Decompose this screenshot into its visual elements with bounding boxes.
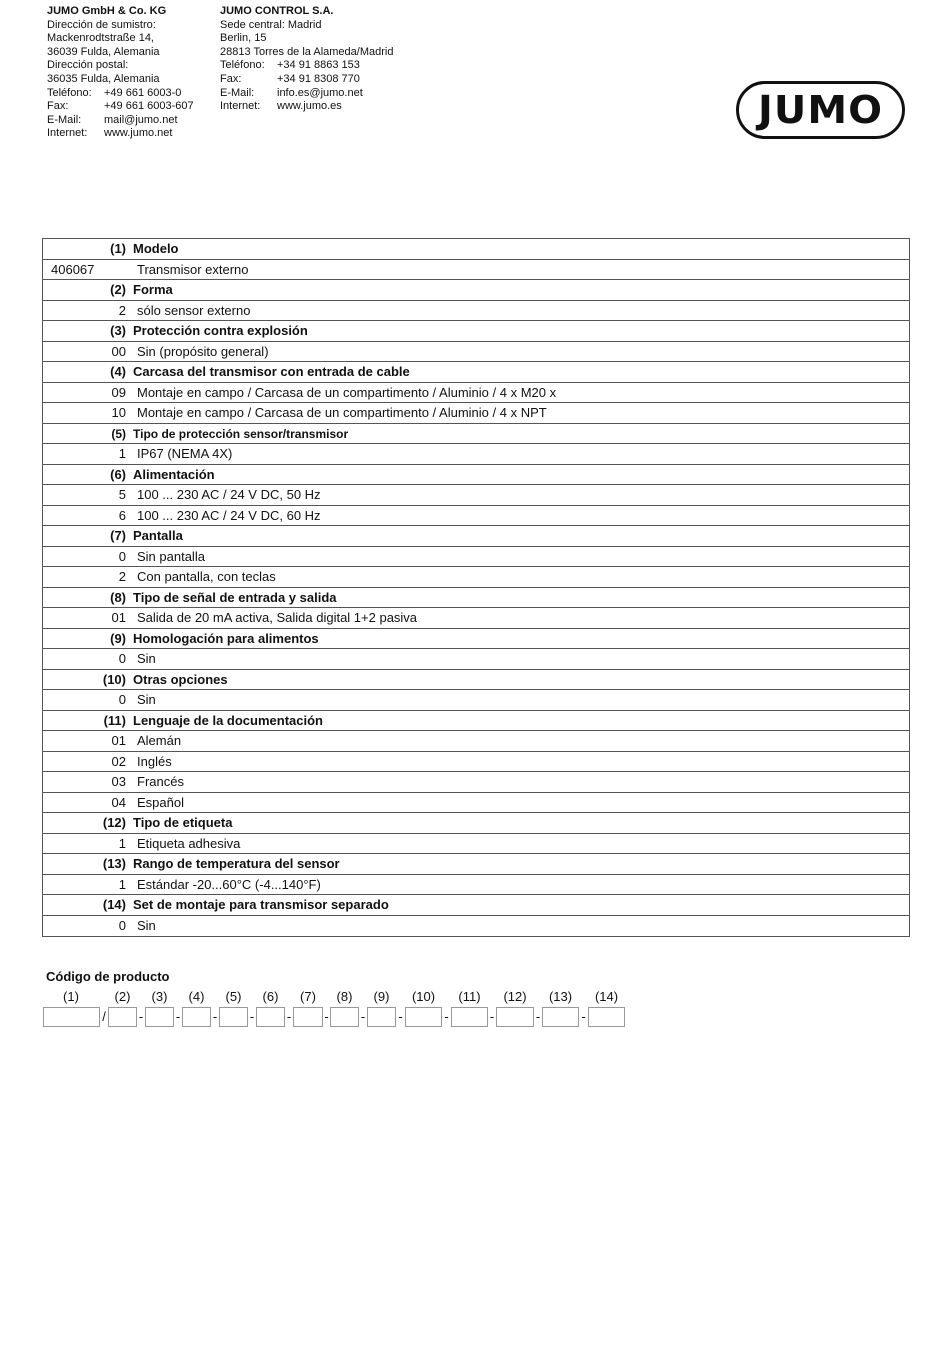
product-code-separator: - <box>444 1009 449 1024</box>
option-row <box>43 834 909 855</box>
option-code: 406067 <box>51 261 95 277</box>
product-code-field[interactable] <box>588 1007 625 1027</box>
option-row <box>43 506 909 527</box>
contact-line <box>220 59 393 73</box>
section-number: (4) <box>110 364 126 379</box>
option-row <box>43 403 909 424</box>
section-number: (6) <box>110 466 126 482</box>
contact-label: E-Mail: <box>220 86 255 99</box>
address-block-germany <box>47 5 194 141</box>
contact-value: www.jumo.es <box>277 100 342 113</box>
option-row <box>43 608 909 629</box>
section-title: Tipo de protección sensor/transmisor <box>133 426 349 441</box>
contact-label: Teléfono: <box>47 86 92 99</box>
section-number: (2) <box>110 282 126 297</box>
product-code-field[interactable] <box>145 1007 174 1027</box>
section-header-row <box>43 526 909 547</box>
option-row <box>43 731 909 752</box>
option-description: Sin <box>137 692 156 707</box>
company-name: JUMO GmbH & Co. KG <box>47 5 167 17</box>
option-code: 6 <box>118 507 126 523</box>
option-code: 02 <box>111 753 126 769</box>
option-row <box>43 485 909 506</box>
section-header-row <box>43 854 909 875</box>
section-number: (7) <box>110 528 126 543</box>
option-description: Etiqueta adhesiva <box>137 835 241 851</box>
option-description: Con pantalla, con teclas <box>137 569 276 584</box>
section-number: (9) <box>110 630 126 646</box>
section-header-row <box>43 280 909 301</box>
contact-line <box>220 100 393 114</box>
contact-value: +49 661 6003-0 <box>104 86 182 99</box>
section-number: (13) <box>102 856 126 871</box>
option-description: Alemán <box>137 733 182 748</box>
product-code-separator: - <box>360 1009 366 1024</box>
option-row <box>43 260 909 281</box>
product-code-label: (4) <box>188 989 205 1004</box>
product-code-label: (9) <box>373 989 390 1004</box>
option-description: Sin pantalla <box>137 548 205 564</box>
product-code-field[interactable] <box>182 1007 211 1027</box>
option-row <box>43 875 909 896</box>
company-name: JUMO CONTROL S.A. <box>220 5 334 17</box>
option-row <box>43 301 909 322</box>
contact-line <box>220 73 393 87</box>
option-code: 01 <box>111 610 126 625</box>
product-code-separator: - <box>324 1009 329 1024</box>
contact-line <box>220 87 393 101</box>
product-code-label: (11) <box>458 989 481 1004</box>
product-code-field[interactable] <box>108 1007 137 1027</box>
contact-label: Fax: <box>220 72 242 85</box>
option-description: Español <box>137 794 184 810</box>
section-title: Alimentación <box>133 466 215 482</box>
section-number: (11) <box>103 712 126 728</box>
product-code-separator: - <box>581 1009 586 1024</box>
jumo-logo <box>736 81 905 139</box>
section-header-row <box>43 239 909 260</box>
section-number: (1) <box>110 241 126 256</box>
section-title: Forma <box>133 282 173 297</box>
product-code-label: (3) <box>151 989 168 1004</box>
product-code-field[interactable] <box>451 1007 488 1027</box>
product-code-field[interactable] <box>496 1007 534 1027</box>
option-description: 100 ... 230 AC / 24 V DC, 60 Hz <box>137 507 321 523</box>
product-code-separator: / <box>102 1009 106 1024</box>
product-code-separator: - <box>398 1009 403 1024</box>
option-description: Sin (propósito general) <box>137 343 269 359</box>
option-description: IP67 (NEMA 4X) <box>137 446 233 461</box>
section-number: (12) <box>102 815 126 830</box>
section-header-row <box>43 362 909 383</box>
product-code-label: (7) <box>300 989 316 1004</box>
product-code-field[interactable] <box>256 1007 285 1027</box>
option-code: 09 <box>111 384 126 400</box>
contact-label: Teléfono: <box>220 59 265 72</box>
option-code: 00 <box>111 343 126 359</box>
address-line: Sede central: Madrid <box>220 18 322 31</box>
address-line: Berlin, 15 <box>220 32 267 45</box>
option-code: 2 <box>118 302 126 318</box>
product-code-label: (5) <box>225 989 242 1004</box>
section-header-row <box>43 813 909 834</box>
option-row <box>43 342 909 363</box>
section-title: Otras opciones <box>133 671 228 687</box>
address-line: 36039 Fulda, Alemania <box>47 45 160 58</box>
product-code-field[interactable] <box>43 1007 100 1027</box>
section-number: (5) <box>111 426 126 441</box>
section-header-row <box>43 670 909 691</box>
address-line: Dirección de sumistro: <box>47 18 156 31</box>
section-title: Carcasa del transmisor con entrada de cable <box>133 364 410 379</box>
option-description: Salida de 20 mA activa, Salida digital 1+2 pasiva <box>137 610 418 625</box>
section-header-row <box>43 424 909 445</box>
contact-line <box>47 87 194 101</box>
product-code-separator: - <box>175 1009 181 1024</box>
option-code: 1 <box>118 876 126 892</box>
address-line: Mackenrodtstraße 14, <box>47 32 154 45</box>
section-number: (14) <box>102 897 126 912</box>
option-code: 5 <box>118 487 126 502</box>
product-code-label: (14) <box>594 989 619 1004</box>
contact-line <box>47 114 194 128</box>
section-title: Tipo de etiqueta <box>133 815 233 830</box>
product-code-field[interactable] <box>330 1007 359 1027</box>
section-header-row <box>43 465 909 486</box>
option-row <box>43 752 909 773</box>
product-code-label: (1) <box>63 989 79 1004</box>
section-title: Set de montaje para transmisor separado <box>133 897 389 912</box>
product-code-label: (10) <box>411 989 436 1004</box>
option-description: Transmisor externo <box>137 261 249 277</box>
contact-label: Internet: <box>47 127 88 140</box>
product-code-field[interactable] <box>293 1007 323 1027</box>
option-row <box>43 383 909 404</box>
product-code-title: Código de producto <box>46 969 170 984</box>
section-title: Lenguaje de la documentación <box>133 712 323 728</box>
section-number: (8) <box>110 589 126 605</box>
option-code: 10 <box>111 405 126 420</box>
option-description: Inglés <box>137 753 172 769</box>
contact-line <box>47 127 194 141</box>
option-description: Montaje en campo / Carcasa de un compartimento / Aluminio / 4 x M20 x <box>137 384 557 400</box>
contact-value: www.jumo.net <box>104 127 173 140</box>
section-title: Homologación para alimentos <box>133 630 319 646</box>
section-number: (3) <box>110 323 126 338</box>
product-code-separator: - <box>212 1009 218 1024</box>
product-code-separator: - <box>489 1009 495 1024</box>
product-code-field[interactable] <box>542 1007 579 1027</box>
option-row <box>43 772 909 793</box>
option-code: 04 <box>111 794 126 810</box>
contact-value: mail@jumo.net <box>104 113 178 126</box>
option-row <box>43 793 909 814</box>
option-description: 100 ... 230 AC / 24 V DC, 50 Hz <box>137 487 321 502</box>
product-code-label: (12) <box>503 989 527 1004</box>
section-header-row <box>43 588 909 609</box>
contact-label: Internet: <box>220 100 261 113</box>
option-code: 1 <box>118 446 126 461</box>
address-line: 36035 Fulda, Alemania <box>47 72 160 85</box>
section-header-row <box>43 711 909 732</box>
address-line: Dirección postal: <box>47 59 129 72</box>
product-code-separator: - <box>535 1009 541 1024</box>
option-row <box>43 547 909 568</box>
option-code: 0 <box>118 692 126 707</box>
option-code: 1 <box>118 835 126 851</box>
section-header-row <box>43 321 909 342</box>
contact-value: +49 661 6003-607 <box>104 100 194 113</box>
product-code-field[interactable] <box>405 1007 442 1027</box>
section-title: Tipo de señal de entrada y salida <box>133 589 337 605</box>
product-code-field[interactable] <box>219 1007 248 1027</box>
option-code: 0 <box>118 651 126 666</box>
product-code-field[interactable] <box>367 1007 396 1027</box>
option-code: 01 <box>111 733 126 748</box>
product-code-label: (13) <box>548 989 573 1004</box>
contact-value: info.es@jumo.net <box>277 86 363 99</box>
option-code: 03 <box>111 774 126 789</box>
section-header-row <box>43 895 909 916</box>
product-code-separator: - <box>286 1009 292 1024</box>
order-code-table <box>42 238 910 937</box>
contact-label: E-Mail: <box>47 113 82 126</box>
option-row <box>43 444 909 465</box>
section-title: Rango de temperatura del sensor <box>133 856 340 871</box>
logo-text: JUMO <box>757 88 884 132</box>
address-block-spain <box>220 5 393 114</box>
product-code-separator: - <box>249 1009 255 1024</box>
contact-label: Fax: <box>47 100 69 113</box>
section-number: (10) <box>102 671 126 687</box>
option-description: sólo sensor externo <box>137 302 251 318</box>
product-code-label: (8) <box>336 989 353 1004</box>
contact-line <box>47 100 194 114</box>
contact-value: +34 91 8863 153 <box>277 59 360 72</box>
option-description: Sin <box>137 651 156 666</box>
option-row <box>43 567 909 588</box>
product-code-separator: - <box>138 1009 144 1024</box>
option-code: 0 <box>118 548 126 564</box>
section-title: Modelo <box>133 241 179 256</box>
option-description: Sin <box>137 917 156 933</box>
option-row <box>43 690 909 711</box>
option-description: Francés <box>137 774 184 789</box>
product-code-label: (6) <box>262 989 279 1004</box>
section-title: Pantalla <box>133 528 183 543</box>
option-row <box>43 649 909 670</box>
address-line: 28813 Torres de la Alameda/Madrid <box>220 45 394 58</box>
product-code-label: (2) <box>114 989 131 1004</box>
section-title: Protección contra explosión <box>133 323 308 338</box>
option-description: Estándar -20...60°C (-4...140°F) <box>137 876 321 892</box>
option-code: 0 <box>118 917 126 933</box>
option-description: Montaje en campo / Carcasa de un compartimento / Aluminio / 4 x NPT <box>137 405 547 420</box>
section-header-row <box>43 629 909 650</box>
option-code: 2 <box>118 569 126 584</box>
option-row <box>43 916 909 937</box>
contact-value: +34 91 8308 770 <box>277 72 360 85</box>
